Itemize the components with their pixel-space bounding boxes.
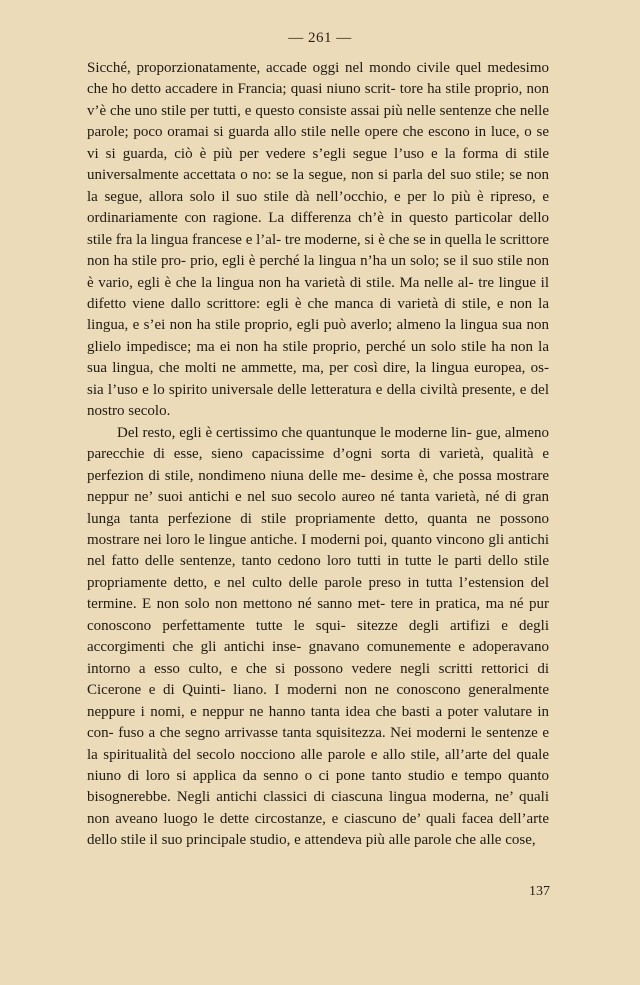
- text-line: l’estension del termine. E non solo non mettono né sanno met-: [87, 574, 549, 613]
- text-line: sentenze e la spiritualità del secolo nocciono alle parole e allo: [87, 725, 550, 763]
- text-line: può averlo; almeno la lingua sua non glielo impedisce; ma ei: [87, 317, 550, 355]
- text-line: guarda, ciò è più per vedere s’egli segue l’uso e la forma di stile: [122, 145, 550, 162]
- text-line: non ha stile proprio, perché un solo stile ha non la sua lingua,: [87, 338, 549, 377]
- text-line: secolo aureo né tanta varietà, né di gran lunga tanta perfezione: [87, 489, 549, 527]
- text-line: gue, almeno parecchie di esse, sieno capacissime d’ogni sorta di: [87, 424, 550, 463]
- text-line: sia l’uso e lo spirito universale delle letteratura e della civiltà: [87, 381, 458, 398]
- text-line: ch’è in questo particolar dello stile fra la lingua francese e l’al-: [87, 210, 549, 248]
- text-line: fatto delle sentenze, tanto cedono loro tutti in tutte le parti dello: [111, 553, 518, 570]
- text-line: fuso a che segno arrivasse tanta squisitezza. Nei moderni le: [118, 725, 482, 742]
- text-line: le dette circostanze, e ciascuno de’ quali facea dell’arte dello stile: [87, 810, 549, 849]
- text-line: stile propriamente detto, e nel culto delle parole preso in tutta: [87, 553, 549, 591]
- text-line: liano. I moderni non ne conoscono generalmente neppure i nomi,: [87, 682, 550, 720]
- text-line: tore ha stile proprio, non v’è che uno stile per tutti, e questo: [87, 81, 549, 119]
- text-line: varietà, qualità e perfezion di stile, nondimeno niuna delle me-: [87, 446, 550, 484]
- text-line: stile, all’arte del quale niuno di loro si applica da senno o ci: [87, 746, 550, 784]
- text-line: presente, e del nostro secolo.: [87, 381, 550, 420]
- text-line: Sicché, proporzionatamente, accade oggi nel mondo civile quel: [87, 60, 482, 76]
- text-line: gnavano comunemente e adoperavano intorno a esso culto, e che: [87, 639, 550, 677]
- text-line: prio, egli è perché la lingua n’ha un solo; se il suo stile non è: [87, 253, 549, 291]
- text-line: si possono vedere negli scritti rettorici di Cicerone e di Quinti-: [87, 660, 549, 699]
- text-line: sitezze degli artifizi e degli accorgimenti che gli antichi inse-: [87, 617, 550, 656]
- text-line: tere in pratica, ma né pur conoscono perfettamente tutte le squi-: [87, 596, 549, 634]
- text-line: il suo principale studio, e attendeva più alle parole che alle cose,: [149, 832, 536, 849]
- paragraph-1: [87, 58, 549, 423]
- text-line: consiste assai più nelle sentenze che nelle parole; poco oramai: [87, 102, 550, 141]
- text-line: stile; se non la segue, allora solo il suo stile dà nell’occhio, e: [87, 167, 550, 205]
- text-line: tre moderne, si è che se in quella le scrittore non ha stile pro-: [87, 231, 550, 270]
- text-line: si guarda allo stile nelle opere che escono in luce, o se vi si: [87, 124, 550, 162]
- text-line: classici di ciascuna lingua moderna, ne’ quali non aveano luogo: [87, 789, 549, 827]
- text-line: desime è, che possa mostrare neppur ne’ suoi antichi e nel suo: [87, 467, 550, 506]
- text-line: universalmente accettata o no: se la segue, non si parla del suo: [87, 167, 472, 184]
- folio-number: 137: [529, 884, 550, 899]
- text-line: vario, egli è che la lingua non ha varietà di stile. Ma nelle al-: [98, 274, 474, 291]
- text-line: e neppur ne hanno tanta idea che basti a poter valutare in con-: [87, 703, 550, 742]
- text-line: di stile propriamente detto, quanta ne possono mostrare nei loro: [87, 510, 549, 548]
- text-line: le lingue antiche. I moderni poi, quanto vincono gli antichi nel: [87, 531, 550, 570]
- paragraph-2: [87, 423, 549, 852]
- text-line: Del resto, egli è certissimo che quantunque le moderne lin-: [117, 424, 472, 441]
- text-line: varietà di stile, e non la lingua, e s’ei non ha stile proprio, egli: [87, 295, 550, 334]
- text-line: tre lingue il difetto viene dallo scrittore: egli è che manca di: [87, 274, 550, 312]
- text-line: per lo più è ripreso, e ordinariamente con ragione. La differenza: [87, 188, 550, 227]
- body-text: [87, 58, 549, 852]
- text-line: medesimo che ho detto accadere in Francia; quasi niuno scrit-: [87, 60, 549, 98]
- page-number: — 261 —: [288, 30, 352, 46]
- text-line: che molti ne ammette, ma, per così dire, la lingua europea, os-: [158, 360, 549, 377]
- text-line: pone tanto studio e tempo quanto bisognerebbe. Negli antichi: [87, 767, 550, 806]
